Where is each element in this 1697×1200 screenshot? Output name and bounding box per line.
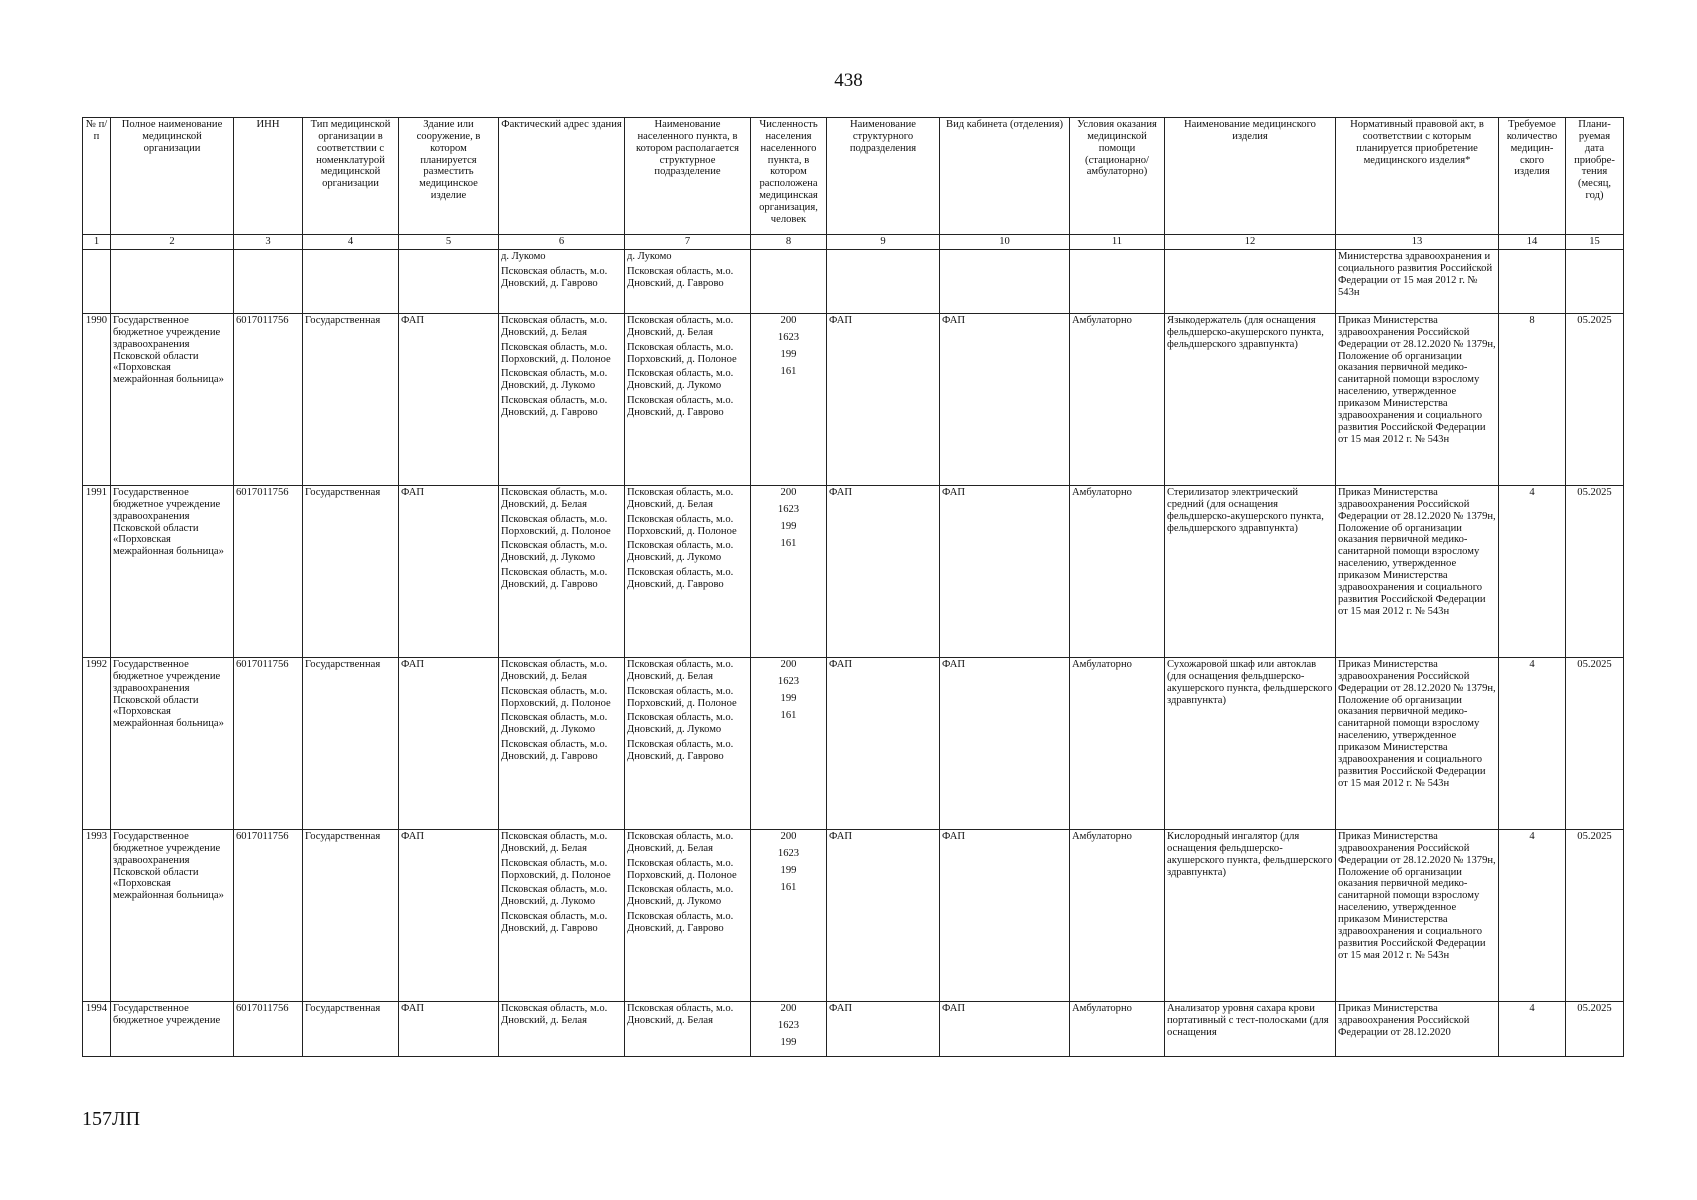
org-type-cell: Государственная [303,830,399,1002]
column-number: 6 [499,235,625,250]
address-line: Псковская область, м.о. Порховский, д. Полоное [501,685,611,709]
header-cell: Условия оказания медицинской помощи (стационарно/ амбулаторно) [1070,118,1165,235]
header-cell: Полное наименование медицинской организации [111,118,234,235]
org-type-cell: Государственная [303,314,399,486]
population-value: 161 [780,881,797,893]
organization-name: Государственное бюджетное учреждение здравоохранения Псковской области «Порховская межрайонная больница» [111,486,234,658]
address-line: Псковская область, м.о. Дновский, д. Гаврово [501,265,608,289]
population-value: 161 [780,709,797,721]
device-name-cell: Анализатор уровня сахара крови портативный с тест-полосками (для оснащения [1165,1002,1336,1057]
settlement-line: Псковская область, м.о. Дновский, д. Белая [627,487,734,510]
column-number: 15 [1566,235,1624,250]
conditions-cell: Амбулаторно [1070,830,1165,1002]
population-value: 1623 [777,675,800,687]
empty-cell [1070,250,1165,314]
empty-cell [234,250,303,314]
conditions-cell: Амбулаторно [1070,486,1165,658]
inn-cell: 6017011756 [234,830,303,1002]
date-cell: 05.2025 [1566,830,1624,1002]
header-cell: Нормативный правовой акт, в соответствии с которым планируется приобретение медицинского изделия* [1336,118,1499,235]
settlement-line: Псковская область, м.о. Порховский, д. Полоное [627,857,737,881]
device-name-cell: Языкодержатель (для оснащения фельдшерско-акушерского пункта, фельдшерского здравпункта) [1165,314,1336,486]
population-value: 161 [780,365,797,377]
address-line: Псковская область, м.о. Дновский, д. Лукомо [501,712,608,736]
address-cell [499,250,625,314]
conditions-cell: Амбулаторно [1070,314,1165,486]
table-row [83,314,1624,486]
building-cell: ФАП [399,830,499,1002]
settlement-line: Псковская область, м.о. Порховский, д. Полоное [627,685,737,709]
empty-cell [940,250,1070,314]
address-cell [499,486,625,658]
empty-cell [751,250,827,314]
header-cell: ИНН [234,118,303,235]
row-number: 1991 [83,486,111,658]
settlement-line: д. Лукомо [627,251,672,262]
date-cell: 05.2025 [1566,314,1624,486]
address-line: Псковская область, м.о. Дновский, д. Белая [501,659,608,682]
address-line: Псковская область, м.о. Дновский, д. Белая [501,487,608,510]
population-value: 199 [780,1036,797,1048]
header-cell: Тип медицинской организации в соответствии с номенклатурой медицинской организации [303,118,399,235]
population-value: 1623 [777,1019,800,1031]
empty-cell [303,250,399,314]
cabinet-cell: ФАП [940,658,1070,830]
quantity-cell: 4 [1499,486,1566,658]
settlement-line: Псковская область, м.о. Дновский, д. Гаврово [627,265,734,289]
settlement-line: Псковская область, м.о. Дновский, д. Белая [627,831,734,854]
device-name-cell: Сухожаровой шкаф или автоклав (для оснащения фельдшерско-акушерского пункта, фельдшерского здравпункта) [1165,658,1336,830]
column-number: 14 [1499,235,1566,250]
cabinet-cell: ФАП [940,1002,1070,1057]
address-line: Псковская область, м.о. Порховский, д. Полоное [501,341,611,365]
quantity-cell: 4 [1499,1002,1566,1057]
settlement-line: Псковская область, м.о. Дновский, д. Белая [627,315,734,338]
column-number: 2 [111,235,234,250]
inn-cell: 6017011756 [234,658,303,830]
settlement-line: Псковская область, м.о. Дновский, д. Лукомо [627,884,734,908]
table-row [83,830,1624,1002]
org-type-cell: Государственная [303,658,399,830]
column-number: 7 [625,235,751,250]
settlement-line: Псковская область, м.о. Дновский, д. Белая [627,1003,734,1026]
date-cell: 05.2025 [1566,486,1624,658]
population-cell [751,486,827,658]
address-line: Псковская область, м.о. Дновский, д. Гаврово [501,739,608,763]
population-value: 200 [780,487,797,498]
inn-cell: 6017011756 [234,314,303,486]
population-value: 199 [780,520,797,532]
header-cell: Наименование структурного подразделения [827,118,940,235]
row-number: 1990 [83,314,111,486]
column-number: 10 [940,235,1070,250]
date-cell: 05.2025 [1566,1002,1624,1057]
settlement-line: Псковская область, м.о. Дновский, д. Лукомо [627,540,734,564]
legal-act-cell: Приказ Министерства здравоохранения Российской Федерации от 28.12.2020 [1336,1002,1499,1057]
unit-cell: ФАП [827,1002,940,1057]
address-line: Псковская область, м.о. Дновский, д. Лукомо [501,540,608,564]
header-cell: Вид кабинета (отделения) [940,118,1070,235]
unit-cell: ФАП [827,486,940,658]
address-line: Псковская область, м.о. Дновский, д. Гаврово [501,567,608,591]
empty-cell [1165,250,1336,314]
column-number: 1 [83,235,111,250]
document-code: 157ЛП [82,1108,141,1130]
population-value: 1623 [777,331,800,343]
inn-cell: 6017011756 [234,486,303,658]
empty-cell [83,250,111,314]
table-row [83,1002,1624,1057]
legal-act-cell: Приказ Министерства здравоохранения Российской Федерации от 28.12.2020 № 1379н, Положение об организации оказания первичной медико-санитарной помощи взрослому населению, утвержденное приказом Министерства здравоохранения и социального развития Российской Федерации от 15 мая 2012 г. № 543н [1336,658,1499,830]
column-number: 5 [399,235,499,250]
settlement-line: Псковская область, м.о. Дновский, д. Гаврово [627,911,734,935]
legal-act-cell: Приказ Министерства здравоохранения Российской Федерации от 28.12.2020 № 1379н, Положение об организации оказания первичной медико-санитарной помощи взрослому населению, утвержденное приказом Министерства здравоохранения и социального развития Российской Федерации от 15 мая 2012 г. № 543н [1336,486,1499,658]
address-line: д. Лукомо [501,251,546,262]
organization-name: Государственное бюджетное учреждение здравоохранения Псковской области «Порховская межрайонная больница» [111,314,234,486]
address-line: Псковская область, м.о. Дновский, д. Гаврово [501,911,608,935]
table-row [83,658,1624,830]
organization-name: Государственное бюджетное учреждение [111,1002,234,1057]
population-value: 199 [780,348,797,360]
header-row [83,118,1624,235]
population-cell [751,314,827,486]
column-number: 9 [827,235,940,250]
medical-equipment-table [82,117,1624,1057]
address-line: Псковская область, м.о. Порховский, д. Полоное [501,857,611,881]
cabinet-cell: ФАП [940,486,1070,658]
device-name-cell: Кислородный ингалятор (для оснащения фельдшерско-акушерского пункта, фельдшерского здравпункта) [1165,830,1336,1002]
settlement-line: Псковская область, м.о. Порховский, д. Полоное [627,341,737,365]
settlement-line: Псковская область, м.о. Дновский, д. Белая [627,659,734,682]
settlement-cell [625,830,751,1002]
address-line: Псковская область, м.о. Дновский, д. Лукомо [501,368,608,392]
column-number: 4 [303,235,399,250]
device-name-cell: Стерилизатор электрический средний (для оснащения фельдшерско-акушерского пункта, фельдшерского здравпункта) [1165,486,1336,658]
header-cell: Требуемое количество медицин-ского изделия [1499,118,1566,235]
legal-act-cell: Приказ Министерства здравоохранения Российской Федерации от 28.12.2020 № 1379н, Положение об организации оказания первичной медико-санитарной помощи взрослому населению, утвержденное приказом Министерства здравоохранения и социального развития Российской Федерации от 15 мая 2012 г. № 543н [1336,830,1499,1002]
settlement-line: Псковская область, м.о. Дновский, д. Гаврово [627,395,734,419]
org-type-cell: Государственная [303,1002,399,1057]
address-cell [499,830,625,1002]
population-value: 200 [780,831,797,842]
conditions-cell: Амбулаторно [1070,658,1165,830]
population-value: 199 [780,692,797,704]
address-line: Псковская область, м.о. Дновский, д. Лукомо [501,884,608,908]
population-value: 200 [780,315,797,326]
organization-name: Государственное бюджетное учреждение здравоохранения Псковской области «Порховская межрайонная больница» [111,658,234,830]
column-number: 8 [751,235,827,250]
empty-cell [399,250,499,314]
page-number: 438 [834,70,863,91]
row-number: 1992 [83,658,111,830]
settlement-line: Псковская область, м.о. Дновский, д. Гаврово [627,739,734,763]
header-cell: Численность населения населенного пункта, в котором расположена медицинская организация, человек [751,118,827,235]
unit-cell: ФАП [827,830,940,1002]
header-cell: Плани-руемая дата приобре-тения (месяц, год) [1566,118,1624,235]
column-number: 3 [234,235,303,250]
unit-cell: ФАП [827,658,940,830]
population-cell [751,830,827,1002]
column-number-row [83,235,1624,250]
population-value: 199 [780,864,797,876]
population-value: 161 [780,537,797,549]
settlement-cell [625,1002,751,1057]
address-cell [499,314,625,486]
building-cell: ФАП [399,486,499,658]
table-row [83,486,1624,658]
settlement-line: Псковская область, м.о. Порховский, д. Полоное [627,513,737,537]
address-line: Псковская область, м.о. Дновский, д. Гаврово [501,395,608,419]
address-cell [499,1002,625,1057]
settlement-cell [625,486,751,658]
building-cell: ФАП [399,314,499,486]
quantity-cell: 4 [1499,658,1566,830]
quantity-cell: 4 [1499,830,1566,1002]
legal-act-cell: Приказ Министерства здравоохранения Российской Федерации от 28.12.2020 № 1379н, Положение об организации оказания первичной медико-санитарной помощи взрослому населению, утвержденное приказом Министерства здравоохранения и социального развития Российской Федерации от 15 мая 2012 г. № 543н [1336,314,1499,486]
column-number: 12 [1165,235,1336,250]
empty-cell [111,250,234,314]
address-line: Псковская область, м.о. Дновский, д. Белая [501,831,608,854]
empty-cell [827,250,940,314]
header-cell: Фактический адрес здания [499,118,625,235]
settlement-line: Псковская область, м.о. Дновский, д. Гаврово [627,567,734,591]
legal-act-cell: Министерства здравоохранения и социального развития Российской Федерации от 15 мая 2012 г. № 543н [1336,250,1499,314]
column-number: 11 [1070,235,1165,250]
row-number: 1994 [83,1002,111,1057]
empty-cell [1499,250,1566,314]
header-cell: № п/п [83,118,111,235]
empty-cell [1566,250,1624,314]
population-value: 200 [780,1003,797,1014]
settlement-line: Псковская область, м.о. Дновский, д. Лукомо [627,712,734,736]
address-line: Псковская область, м.о. Дновский, д. Белая [501,1003,608,1026]
address-line: Псковская область, м.о. Дновский, д. Белая [501,315,608,338]
address-cell [499,658,625,830]
header-cell: Наименование населенного пункта, в котором располагается структурное подразделение [625,118,751,235]
settlement-cell [625,314,751,486]
population-value: 1623 [777,503,800,515]
cabinet-cell: ФАП [940,830,1070,1002]
conditions-cell: Амбулаторно [1070,1002,1165,1057]
settlement-cell [625,658,751,830]
population-value: 200 [780,659,797,670]
org-type-cell: Государственная [303,486,399,658]
cabinet-cell: ФАП [940,314,1070,486]
population-cell [751,1002,827,1057]
date-cell: 05.2025 [1566,658,1624,830]
building-cell: ФАП [399,1002,499,1057]
population-cell [751,658,827,830]
settlement-cell [625,250,751,314]
column-number: 13 [1336,235,1499,250]
population-value: 1623 [777,847,800,859]
unit-cell: ФАП [827,314,940,486]
building-cell: ФАП [399,658,499,830]
continuation-row [83,250,1624,314]
header-cell: Здание или сооружение, в котором планируется разместить медицинское изделие [399,118,499,235]
row-number: 1993 [83,830,111,1002]
organization-name: Государственное бюджетное учреждение здравоохранения Псковской области «Порховская межрайонная больница» [111,830,234,1002]
header-cell: Наименование медицинского изделия [1165,118,1336,235]
quantity-cell: 8 [1499,314,1566,486]
settlement-line: Псковская область, м.о. Дновский, д. Лукомо [627,368,734,392]
address-line: Псковская область, м.о. Порховский, д. Полоное [501,513,611,537]
inn-cell: 6017011756 [234,1002,303,1057]
